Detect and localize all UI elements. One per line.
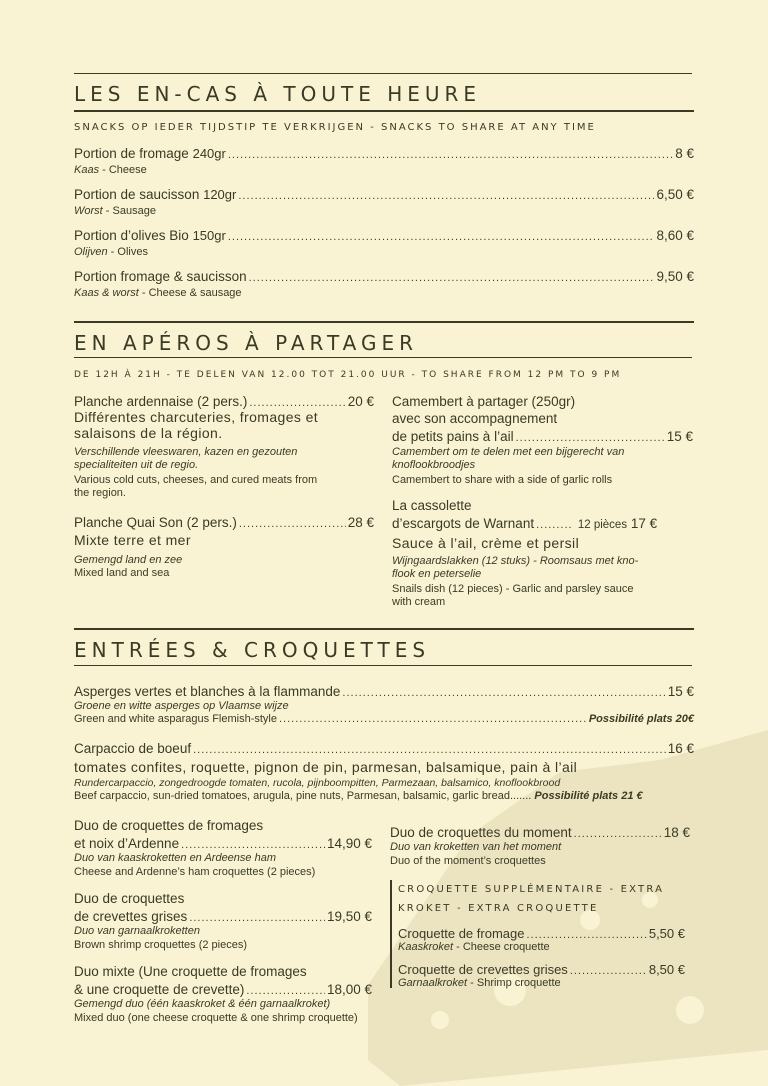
menu-item-description: Mixte terre et mer [74, 532, 191, 548]
menu-item-description: Sauce à l’ail, crème et persil [392, 535, 580, 551]
section-subtitle-aperos: DE 12H À 21H - TE DELEN VAN 12.00 TOT 21.00 UUR - TO SHARE FROM 12 PM TO 9 PM [74, 370, 622, 380]
menu-item-english: Snails dish (12 pieces) - Garlic and parsley sauce [392, 583, 634, 595]
menu-item-english: with cream [392, 596, 446, 608]
menu-item-english: Cheese and Ardenne’s ham croquettes (2 pieces) [74, 866, 316, 878]
menu-item-translation: Worst - Sausage [74, 205, 156, 217]
menu-item-translation: Kaas - Cheese [74, 164, 147, 176]
extra-item: Croquette de crevettes grises ..... 8,50 € [398, 962, 685, 977]
menu-item-dutch: Gemengd duo (één kaaskroket & één garnaalkroket) [74, 998, 331, 1010]
menu-item-english: Beef carpaccio, sun-dried tomatoes, arugula, pine nuts, Parmesan, balsamic, garlic bread....... Possibilité plats 21 € [74, 790, 643, 802]
extra-title: CROQUETTE SUPPLÉMENTAIRE - EXTRA [398, 884, 665, 895]
menu-item-dutch: flook en peterselie [392, 568, 482, 580]
menu-item-ardennaise: Planche ardennaise (2 pers.) ..... 20 € [74, 394, 374, 409]
menu-item-escargots-price: d’escargots de Warnant ..... 12 pièces 17 € [392, 516, 693, 531]
menu-item-dutch: Groene en witte asperges op Vlaamse wijze [74, 700, 289, 712]
section-title-entrees: ENTRÉES & CROQUETTES [74, 638, 431, 662]
menu-item-description: tomates confites, roquette, pignon de pin, parmesan, balsamique, pain à l’ail [74, 759, 578, 775]
menu-item-dutch: specialiteiten uit de regio. [74, 459, 199, 471]
menu-item-dutch: Verschillende vleeswaren, kazen en gezouten [74, 446, 298, 458]
menu-item-english: Green and white asparagus Flemish-style ..... Possibilité plats 20€ [74, 713, 694, 725]
menu-item-duo-moment: Duo de croquettes du moment ..... 18 € [390, 825, 690, 840]
menu-item-translation: Kaas & worst - Cheese & sausage [74, 287, 242, 299]
menu-item-dutch: Camembert om te delen met een bijgerecht van [392, 446, 625, 458]
menu-item-english: Duo of the moment’s croquettes [390, 855, 546, 867]
menu-item-asperges: Asperges vertes et blanches à la flammande ..... 15 € [74, 684, 694, 699]
menu-item-camembert: Camembert à partager (250gr) [392, 394, 576, 409]
menu-item: Portion d’olives Bio 150gr ..... 8,60 € [74, 228, 694, 243]
menu-item-dutch: Gemengd land en zee [74, 554, 183, 566]
extra-item-translation: Garnaalkroket - Shrimp croquette [398, 977, 561, 989]
menu-item-description: Différentes charcuteries, fromages et [74, 409, 319, 425]
menu-item-translation: Olijven - Olives [74, 246, 148, 258]
menu-item-duo-crevettes-price: de crevettes grises ..... 19,50 € [74, 909, 372, 924]
menu-item-description: salaisons de la région. [74, 425, 223, 441]
extra-croquette-box [390, 880, 697, 988]
menu-item-quai-son: Planche Quai Son (2 pers.) ..... 28 € [74, 515, 374, 530]
menu-item-english: Camembert to share with a side of garlic rolls [392, 474, 613, 486]
menu-item-dutch: Duo van garnaalkroketten [74, 925, 200, 937]
section-subtitle-snacks: SNACKS OP IEDER TIJDSTIP TE VERKRIJGEN - SNACKS TO SHARE AT ANY TIME [74, 122, 596, 133]
menu-item-english: the region. [74, 487, 126, 499]
menu-item-escargots: La cassolette [392, 498, 472, 513]
menu-item-dutch: knoflookbroodjes [392, 459, 476, 471]
menu-item: Portion de fromage 240gr ..... 8 € [74, 146, 694, 161]
menu-item-camembert: avec son accompagnement [392, 411, 558, 426]
menu-item-english: Mixed duo (one cheese croquette & one shrimp croquette) [74, 1012, 358, 1024]
section-title-aperos: EN APÉROS À PARTAGER [74, 331, 418, 355]
extra-item: Croquette de fromage ..... 5,50 € [398, 926, 685, 941]
menu-item: Portion de saucisson 120gr ..... 6,50 € [74, 187, 694, 202]
menu-item-duo-fromage-price: et noix d’Ardenne ..... 14,90 € [74, 836, 372, 851]
menu-item-duo-crevettes: Duo de croquettes [74, 891, 185, 906]
menu-item: Portion fromage & saucisson ..... 9,50 € [74, 269, 694, 284]
menu-item-duo-mixte: Duo mixte (Une croquette de fromages [74, 964, 307, 979]
extra-title: KROKET - EXTRA CROQUETTE [398, 903, 599, 914]
menu-item-dutch: Duo van kaaskroketten en Ardeense ham [74, 852, 276, 864]
menu-item-camembert-price: de petits pains à l’ail ..... 15 € [392, 429, 693, 444]
menu-item-duo-fromage: Duo de croquettes de fromages [74, 818, 264, 833]
menu-item-dutch: Rundercarpaccio, zongedroogde tomaten, rucola, pijnboompitten, Parmezaan, balsamico, knoflookbrood [74, 777, 561, 789]
section-title-snacks: LES EN-CAS À TOUTE HEURE [74, 82, 482, 106]
menu-item-english: Mixed land and sea [74, 567, 170, 579]
extra-item-translation: Kaaskroket - Cheese croquette [398, 941, 550, 953]
menu-item-duo-mixte-price: & une croquette de crevette) ..... 18,00 € [74, 982, 372, 997]
menu-item-english: Brown shrimp croquettes (2 pieces) [74, 939, 248, 951]
menu-item-carpaccio: Carpaccio de boeuf ..... 16 € [74, 741, 694, 756]
menu-item-dutch: Wijngaardslakken (12 stuks) - Roomsaus met kno- [392, 555, 639, 567]
menu-item-english: Various cold cuts, cheeses, and cured meats from [74, 474, 318, 486]
menu-item-dutch: Duo van kroketten van het moment [390, 841, 562, 853]
